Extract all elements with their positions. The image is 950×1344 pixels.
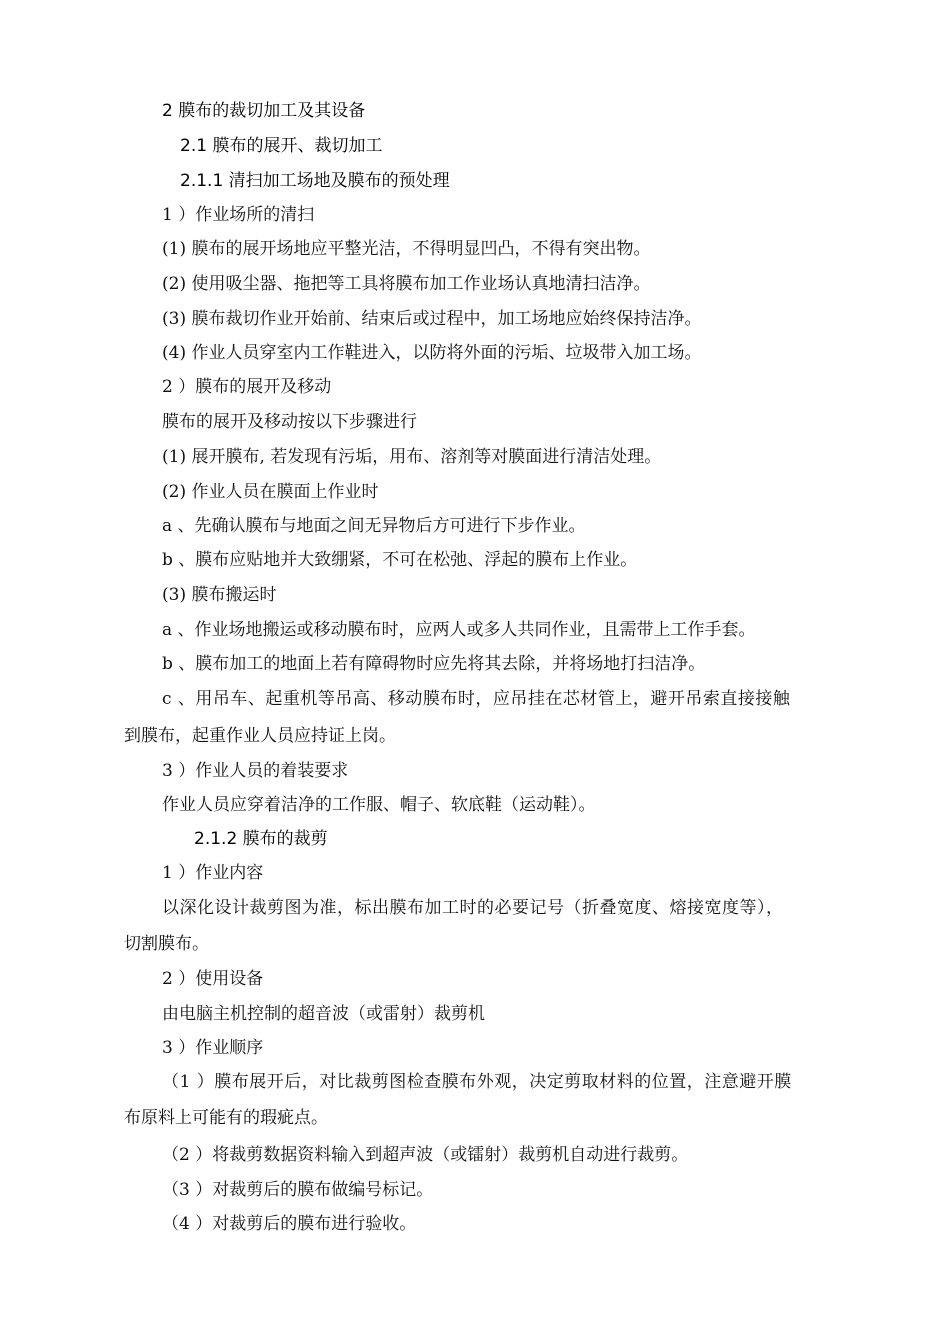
subsubsection-title-2-1-1: 2.1.1 清扫加工场地及膜布的预处理: [180, 171, 450, 191]
list-item: （3 ）对裁剪后的膜布做编号标记。: [162, 1180, 434, 1200]
paragraph: 膜布的展开及移动按以下步骤进行: [162, 412, 417, 432]
sub-item: b 、膜布应贴地并大致绷紧，不可在松弛、浮起的膜布上作业。: [162, 550, 638, 570]
list-item: （1 ）膜布展开后，对比裁剪图检查膜布外观，决定剪取材料的位置，注意避开膜: [162, 1072, 792, 1092]
list-item-continuation: 布原料上可能有的瑕疵点。: [124, 1108, 328, 1128]
sub-item-continuation: 到膜布，起重作业人员应持证上岗。: [124, 726, 396, 746]
list-item: (1) 膜布的展开场地应平整光洁，不得明显凹凸，不得有突出物。: [162, 239, 651, 259]
subsection-title: 2.1 膜布的展开、裁切加工: [180, 136, 383, 156]
item-heading: 1 ）作业内容: [162, 863, 264, 883]
list-item: (2) 使用吸尘器、拖把等工具将膜布加工作业场认真地清扫洁净。: [162, 274, 651, 294]
sub-item: a 、作业场地搬运或移动膜布时，应两人或多人共同作业，且需带上工作手套。: [162, 620, 756, 640]
paragraph: 由电脑主机控制的超音波（或雷射）裁剪机: [162, 1004, 485, 1024]
item-heading: 2 ）膜布的展开及移动: [162, 377, 332, 397]
item-heading: 3 ）作业人员的着装要求: [162, 761, 349, 781]
list-item: (3) 膜布裁切作业开始前、结束后或过程中，加工场地应始终保持洁净。: [162, 309, 702, 329]
item-heading: 1 ）作业场所的清扫: [162, 205, 315, 225]
paragraph: 以深化设计裁剪图为准，标出膜布加工时的必要记号（折叠宽度、熔接宽度等），: [162, 898, 784, 918]
list-item: (3) 膜布搬运时: [162, 585, 277, 605]
sub-item: a 、先确认膜布与地面之间无异物后方可进行下步作业。: [162, 516, 586, 536]
paragraph: 作业人员应穿着洁净的工作服、帽子、软底鞋（运动鞋）。: [162, 795, 596, 815]
subsubsection-title-2-1-2: 2.1.2 膜布的裁剪: [194, 829, 328, 849]
sub-item: b 、膜布加工的地面上若有障碍物时应先将其去除，并将场地打扫洁净。: [162, 654, 706, 674]
list-item: (1) 展开膜布, 若发现有污垢，用布、溶剂等对膜面进行清洁处理。: [162, 447, 662, 467]
section-title: 2 膜布的裁切加工及其设备: [162, 101, 366, 121]
paragraph-continuation: 切割膜布。: [124, 934, 209, 954]
item-heading: 3 ）作业顺序: [162, 1038, 264, 1058]
sub-item: c 、用吊车、起重机等吊高、移动膜布时，应吊挂在芯材管上，避开吊索直接接触: [162, 689, 791, 709]
item-heading: 2 ）使用设备: [162, 969, 264, 989]
list-item: (2) 作业人员在膜面上作业时: [162, 482, 379, 502]
list-item: (4) 作业人员穿室内工作鞋进入，以防将外面的污垢、垃圾带入加工场。: [162, 343, 702, 363]
list-item: （4 ）对裁剪后的膜布进行验收。: [162, 1214, 417, 1234]
list-item: （2 ）将裁剪数据资料输入到超声波（或镭射）裁剪机自动进行裁剪。: [162, 1145, 689, 1165]
